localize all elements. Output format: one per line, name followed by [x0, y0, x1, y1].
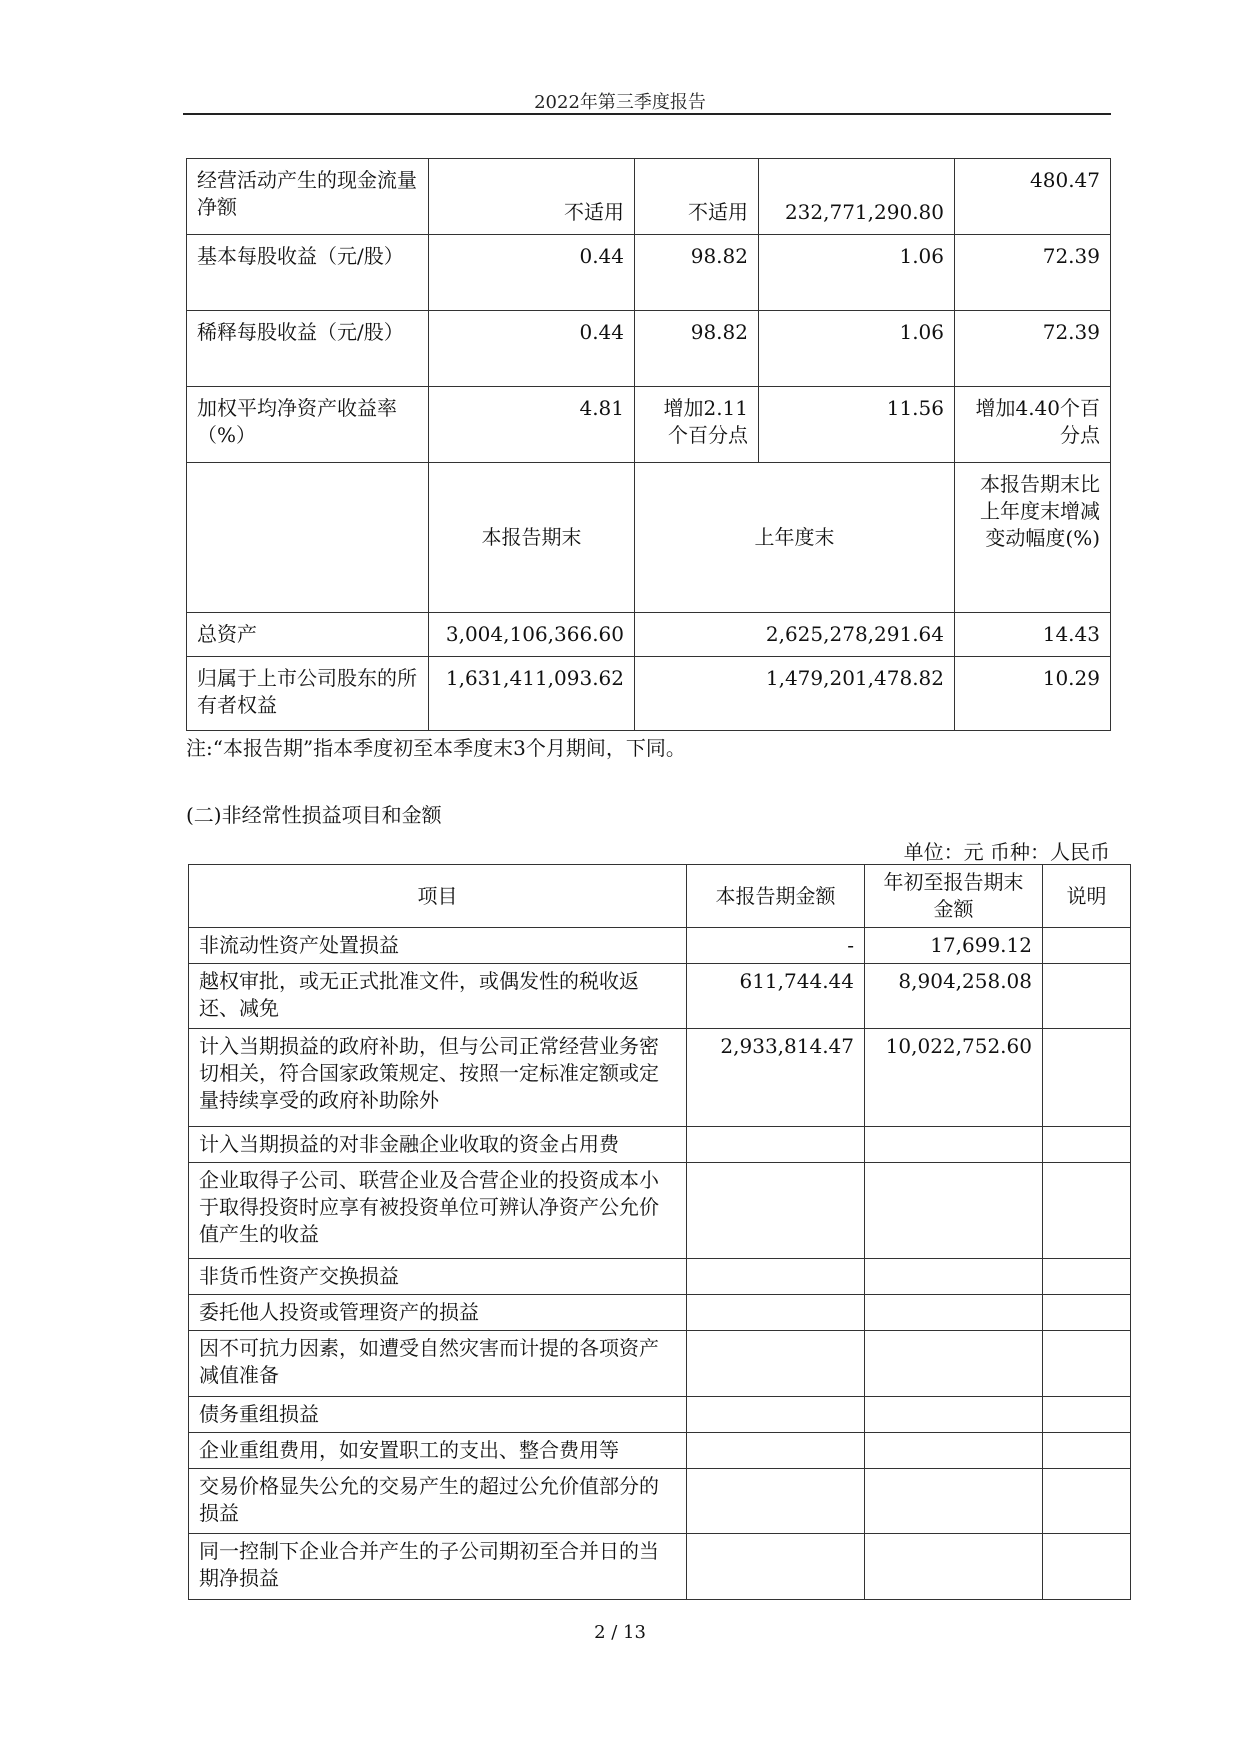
item-cell: 非流动性资产处置损益 — [189, 928, 687, 964]
table-row — [187, 235, 1111, 311]
item-cell: 越权审批，或无正式批准文件，或偶发性的税收返还、减免 — [189, 964, 687, 1029]
note-cell — [1043, 1469, 1131, 1534]
current-cell: - — [687, 928, 865, 964]
row-label: 加权平均净资产收益率（%） — [187, 387, 429, 463]
ytd-cell — [865, 1433, 1043, 1469]
table-row — [189, 928, 1131, 964]
ytd-cell — [865, 1259, 1043, 1295]
table-note: 注:“本报告期”指本季度初至本季度末3个月期间，下同。 — [186, 736, 686, 760]
ytd-cell — [865, 1469, 1043, 1534]
ytd-cell — [865, 1295, 1043, 1331]
item-cell: 因不可抗力因素，如遭受自然灾害而计提的各项资产减值准备 — [189, 1331, 687, 1397]
note-cell — [1043, 1534, 1131, 1600]
col-header-note: 说明 — [1043, 865, 1131, 928]
table-subheader-row — [187, 463, 1111, 613]
cell-ytd-change: 72.39 — [955, 311, 1111, 387]
ytd-cell: 10,022,752.60 — [865, 1029, 1043, 1127]
page-number: 2 / 13 — [594, 1622, 646, 1643]
cell-period-end: 1,631,411,093.62 — [429, 657, 635, 731]
col-header-current: 本报告期金额 — [687, 865, 865, 928]
header-rule — [183, 113, 1111, 115]
table-row — [187, 311, 1111, 387]
empty-cell — [187, 463, 429, 613]
cell-prior-year-end: 1,479,201,478.82 — [635, 657, 955, 731]
ytd-cell: 8,904,258.08 — [865, 964, 1043, 1029]
table-row — [189, 1295, 1131, 1331]
section-title: (二)非经常性损益项目和金额 — [186, 803, 442, 827]
current-cell — [687, 1433, 865, 1469]
col-header-item: 项目 — [189, 865, 687, 928]
item-cell: 非货币性资产交换损益 — [189, 1259, 687, 1295]
note-cell — [1043, 928, 1131, 964]
table-row — [189, 964, 1131, 1029]
cell-current: 不适用 — [429, 159, 635, 235]
table-row — [189, 1534, 1131, 1600]
cell-ytd-change: 72.39 — [955, 235, 1111, 311]
cell-ytd-change: 480.47 — [955, 159, 1111, 235]
cell-change-pct: 10.29 — [955, 657, 1111, 731]
table-row — [189, 1433, 1131, 1469]
current-cell — [687, 1397, 865, 1433]
table-header-row — [189, 865, 1131, 928]
col-header-ytd: 年初至报告期末金额 — [865, 865, 1043, 928]
note-cell — [1043, 1163, 1131, 1259]
ytd-cell — [865, 1163, 1043, 1259]
non-recurring-gains-table — [188, 864, 1131, 1600]
cell-change: 不适用 — [635, 159, 759, 235]
ytd-cell — [865, 1534, 1043, 1600]
cell-ytd: 11.56 — [759, 387, 955, 463]
item-cell: 计入当期损益的对非金融企业收取的资金占用费 — [189, 1127, 687, 1163]
note-cell — [1043, 1295, 1131, 1331]
ytd-cell — [865, 1397, 1043, 1433]
ytd-cell — [865, 1127, 1043, 1163]
table-row — [187, 159, 1111, 235]
row-label: 总资产 — [187, 613, 429, 657]
table-row — [187, 387, 1111, 463]
cell-current: 4.81 — [429, 387, 635, 463]
current-cell — [687, 1127, 865, 1163]
row-label: 归属于上市公司股东的所有者权益 — [187, 657, 429, 731]
item-cell: 企业取得子公司、联营企业及合营企业的投资成本小于取得投资时应享有被投资单位可辨认净资产公允价值产生的收益 — [189, 1163, 687, 1259]
current-cell — [687, 1469, 865, 1534]
item-cell: 企业重组费用，如安置职工的支出、整合费用等 — [189, 1433, 687, 1469]
row-label: 稀释每股收益（元/股） — [187, 311, 429, 387]
cell-ytd: 232,771,290.80 — [759, 159, 955, 235]
col-header-period-end: 本报告期末 — [429, 463, 635, 613]
cell-prior-year-end: 2,625,278,291.64 — [635, 613, 955, 657]
item-cell: 计入当期损益的政府补助，但与公司正常经营业务密切相关，符合国家政策规定、按照一定标准定额或定量持续享受的政府补助除外 — [189, 1029, 687, 1127]
table-row — [187, 613, 1111, 657]
cell-ytd: 1.06 — [759, 235, 955, 311]
cell-change: 98.82 — [635, 235, 759, 311]
note-cell — [1043, 1397, 1131, 1433]
item-cell: 债务重组损益 — [189, 1397, 687, 1433]
item-cell: 委托他人投资或管理资产的损益 — [189, 1295, 687, 1331]
row-label: 经营活动产生的现金流量净额 — [187, 159, 429, 235]
cell-change: 增加2.11个百分点 — [635, 387, 759, 463]
current-cell — [687, 1534, 865, 1600]
table-row — [189, 1163, 1131, 1259]
item-cell: 同一控制下企业合并产生的子公司期初至合并日的当期净损益 — [189, 1534, 687, 1600]
note-cell — [1043, 1127, 1131, 1163]
cell-current: 0.44 — [429, 311, 635, 387]
table-row — [189, 1469, 1131, 1534]
ytd-cell: 17,699.12 — [865, 928, 1043, 964]
col-header-prior-year-end: 上年度末 — [635, 463, 955, 613]
table-row — [187, 657, 1111, 731]
table-row — [189, 1259, 1131, 1295]
note-cell — [1043, 1433, 1131, 1469]
current-cell — [687, 1163, 865, 1259]
current-cell: 2,933,814.47 — [687, 1029, 865, 1127]
current-cell — [687, 1259, 865, 1295]
page-header-title: 2022年第三季度报告 — [534, 92, 706, 113]
current-cell: 611,744.44 — [687, 964, 865, 1029]
financial-indicators-table — [186, 158, 1111, 731]
unit-currency-line: 单位：元 币种：人民币 — [903, 840, 1110, 864]
item-cell: 交易价格显失公允的交易产生的超过公允价值部分的损益 — [189, 1469, 687, 1534]
col-header-change-pct: 本报告期末比上年度末增减变动幅度(%) — [955, 463, 1111, 613]
table-row — [189, 1029, 1131, 1127]
row-label: 基本每股收益（元/股） — [187, 235, 429, 311]
current-cell — [687, 1295, 865, 1331]
cell-change-pct: 14.43 — [955, 613, 1111, 657]
cell-current: 0.44 — [429, 235, 635, 311]
cell-ytd: 1.06 — [759, 311, 955, 387]
note-cell — [1043, 964, 1131, 1029]
cell-period-end: 3,004,106,366.60 — [429, 613, 635, 657]
note-cell — [1043, 1259, 1131, 1295]
table-row — [189, 1331, 1131, 1397]
table-row — [189, 1397, 1131, 1433]
note-cell — [1043, 1029, 1131, 1127]
cell-change: 98.82 — [635, 311, 759, 387]
cell-ytd-change: 增加4.40个百分点 — [955, 387, 1111, 463]
current-cell — [687, 1331, 865, 1397]
note-cell — [1043, 1331, 1131, 1397]
ytd-cell — [865, 1331, 1043, 1397]
table-row — [189, 1127, 1131, 1163]
